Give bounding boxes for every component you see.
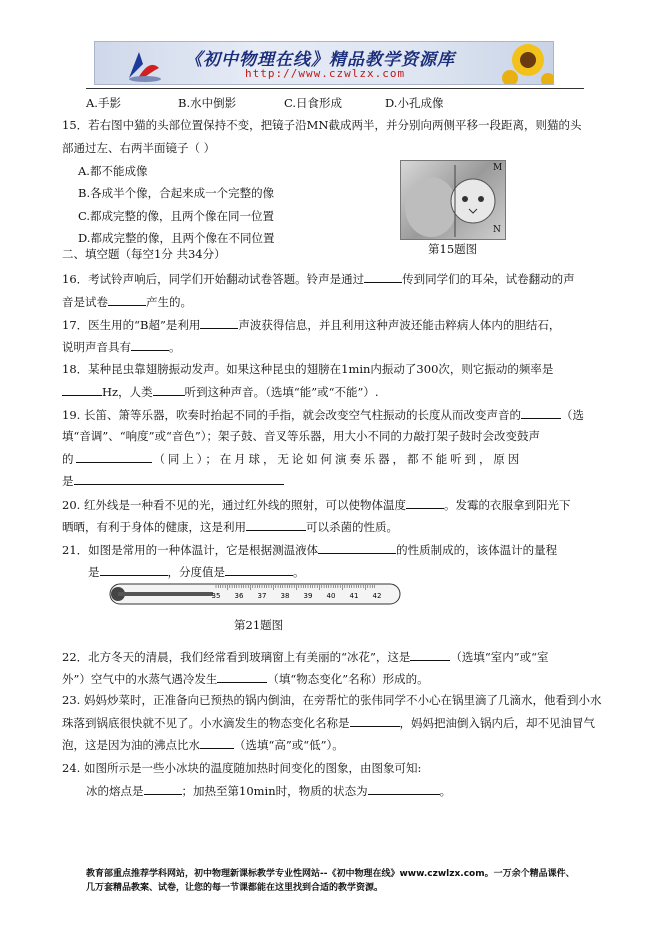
q14-option-a: A.手影 — [86, 96, 121, 110]
q15-stem-line2: 部通过左、右两半面镜子（ ） — [62, 141, 216, 155]
q15-option-a: A.都不能成像 — [78, 164, 148, 178]
mirror-label-m: M — [493, 163, 503, 173]
thermometer-tick-label: 42 — [372, 592, 382, 600]
q18-blank-2[interactable] — [153, 383, 185, 396]
q18-line1: 18．某种昆虫靠翅膀振动发声。如果这种昆虫的翅膀在1min内振动了300次，则它振动的频率是 — [62, 362, 554, 376]
thermometer-tick-label: 35 — [211, 592, 221, 600]
thermometer-figure — [100, 580, 405, 610]
q22-blank-2[interactable] — [217, 670, 267, 683]
q17-line1: 17．医生用的“B超”是利用 声波获得信息，并且利用这种声波还能击粹病人体内的胆结石， — [62, 318, 561, 332]
q19-line2: 填“音调”、“响度”或“音色”）；架子鼓、音叉等乐器，用大小不同的力敲打架子鼓时会改变鼓声 — [62, 429, 541, 443]
thermometer-tick-label: 40 — [326, 592, 336, 600]
q19-line1: 19. 长笛、箫等乐器，吹奏时抬起不同的手指，就会改变空气柱振动的长度从而改变声音的 （选 — [62, 408, 584, 422]
q20-blank-1[interactable] — [406, 496, 444, 509]
q16-line1: 16．考试铃声响后，同学们开始翻动试卷答题。铃声是通过 传到同学们的耳朵，试卷翻动的声 — [62, 272, 575, 286]
q22-blank-1[interactable] — [410, 648, 450, 661]
thermometer-tick-label: 36 — [234, 592, 244, 600]
footer-line1: 教育部重点推荐学科网站，初中物理新课标教学专业性网站--《初中物理在线》www.czwlzx.com。一万余个精品课件、 — [86, 869, 575, 879]
q20-blank-2[interactable] — [246, 518, 306, 531]
q15-figure-cat-mirror — [400, 160, 506, 240]
q17-blank-1[interactable] — [200, 316, 238, 329]
site-title: 《初中物理在线》精品教学资源库 — [185, 50, 455, 70]
sunflower-icon — [500, 42, 554, 85]
q23-line1: 23. 妈妈炒菜时，正准备向已预热的锅内倒油，在旁帮忙的张伟同学不小心在锅里滴了几滴水，他看到小水 — [62, 693, 602, 707]
q21-line1: 21．如图是常用的一种体温计，它是根据测温液体 的性质制成的，该体温计的量程 — [62, 543, 558, 557]
q17-line2: 说明声音具有 。 — [62, 340, 181, 354]
q15-figure-caption: 第15题图 — [428, 242, 478, 256]
thermometer-tick-label: 41 — [349, 592, 359, 600]
q15-stem-line1: 15．若右图中猫的头部位置保持不变，把镜子沿MN截成两半，并分别向两侧平移一段距离，则猫的头 — [62, 118, 582, 132]
cat-image-icon — [401, 161, 505, 239]
q23-line2: 珠落到锅底很快就不见了。小水滴发生的物态变化名称是 ，妈妈把油倒入锅内后，却不见油冒气 — [62, 716, 595, 730]
q17-blank-2[interactable] — [131, 338, 169, 351]
q15-option-d: D.都成完整的像，且两个像在不同位置 — [78, 231, 275, 245]
site-url[interactable]: http://www.czwlzx.com — [245, 67, 406, 80]
q23-line3: 泡，这是因为油的沸点比水 （选填“高”或“低”）。 — [62, 738, 344, 752]
site-logo-icon — [123, 48, 163, 82]
q16-blank-1[interactable] — [364, 270, 402, 283]
thermometer-tick-label: 39 — [303, 592, 313, 600]
q18-blank-1[interactable] — [62, 383, 102, 396]
q19-line3: 的 （同上）；在月球，无论如何演奏乐器，都不能听到，原因 — [62, 452, 523, 466]
q14-option-b: B.水中倒影 — [178, 96, 237, 110]
q21-line2: 是 ，分度值是 。 — [88, 565, 305, 579]
thermometer-tick-label: 38 — [280, 592, 290, 600]
mirror-label-n: N — [493, 225, 501, 235]
q22-line1: 22．北方冬天的清晨，我们经常看到玻璃窗上有美丽的“冰花”，这是 （选填“室内”或“室 — [62, 650, 549, 664]
q16-line2: 音是试卷 产生的。 — [62, 295, 192, 309]
q20-line2: 晒晒，有利于身体的健康，这是利用 可以杀菌的性质。 — [62, 520, 398, 534]
q19-blank-1[interactable] — [521, 406, 561, 419]
q15-option-c: C.都成完整的像，且两个像在同一位置 — [78, 209, 275, 223]
section-title-fill-blank: 二、填空题（每空1分 共34分） — [62, 247, 226, 261]
q21-blank-3[interactable] — [225, 563, 293, 576]
q19-blank-2[interactable] — [76, 450, 152, 463]
q15-option-b: B.各成半个像，合起来成一个完整的像 — [78, 186, 275, 200]
header-banner — [94, 41, 554, 85]
q24-line1: 24. 如图所示是一些小冰块的温度随加热时间变化的图象，由图象可知: — [62, 761, 422, 775]
q18-line2: Hz，人类 听到这种声音。（选填“能”或“不能”）. — [62, 383, 379, 400]
q23-blank-1[interactable] — [350, 714, 400, 727]
q14-option-c: C.日食形成 — [284, 96, 343, 110]
footer-line2: 几万套精品教案、试卷，让您的每一节课都能在这里找到合适的教学资源。 — [86, 883, 384, 893]
q19-line4: 是 — [62, 472, 284, 489]
q24-line2: 冰的熔点是 ；加热至第10min时，物质的状态为 。 — [86, 784, 452, 798]
thermometer-tick-label: 37 — [257, 592, 267, 600]
q21-figure-caption: 第21题图 — [234, 618, 284, 632]
header-rule — [86, 88, 584, 89]
q21-blank-2[interactable] — [100, 563, 168, 576]
q24-blank-1[interactable] — [144, 782, 182, 795]
q22-line2: 外”）空气中的水蒸气遇冷发生 （填“物态变化”名称）形成的。 — [62, 672, 429, 686]
q19-blank-3[interactable] — [74, 472, 284, 485]
q24-blank-2[interactable] — [368, 782, 440, 795]
q21-blank-1[interactable] — [318, 541, 396, 554]
q14-option-d: D.小孔成像 — [385, 96, 444, 110]
q20-line1: 20. 红外线是一种看不见的光，通过红外线的照射，可以使物体温度 。发霉的衣服拿到阳光下 — [62, 498, 571, 512]
q23-blank-2[interactable] — [200, 736, 234, 749]
q16-blank-2[interactable] — [108, 293, 146, 306]
